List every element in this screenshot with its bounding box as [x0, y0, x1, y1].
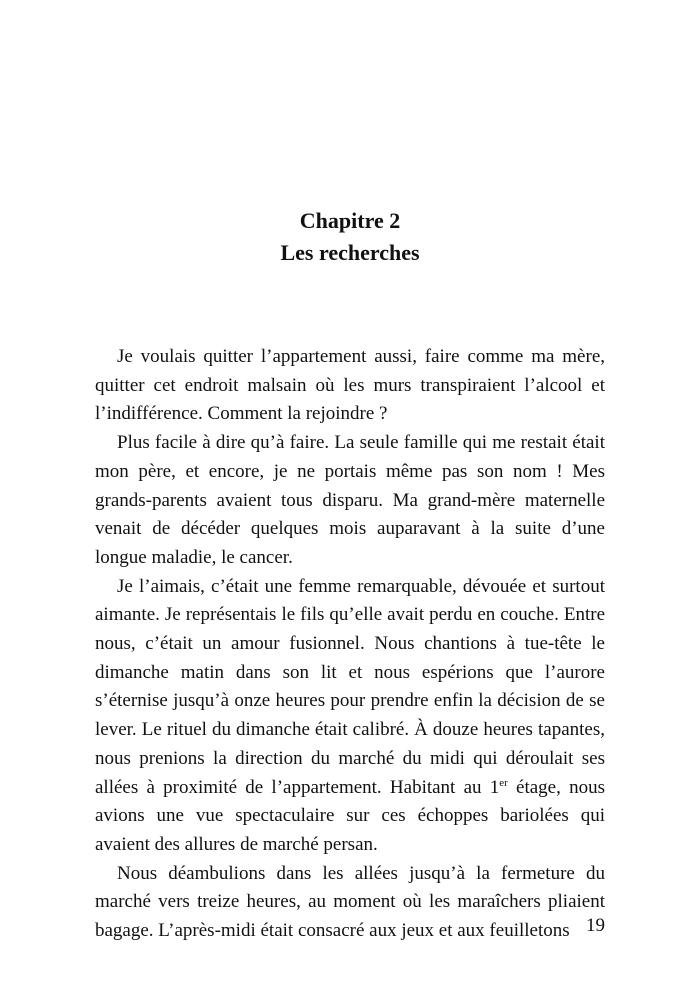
ordinal-superscript: er	[499, 776, 508, 789]
paragraph-4: Nous déambulions dans les allées jusqu’à la fermeture du marché vers treize heures, au moment où les maraîchers pliaient bagage. L’après-midi était consacré aux jeux et aux feuilletons	[95, 862, 605, 942]
paragraph-3	[95, 573, 605, 860]
chapter-number: Chapitre 2	[299, 208, 401, 233]
chapter-title: Les recherches	[280, 240, 420, 265]
paragraph-1: Je voulais quitter l’appartement aussi, faire comme ma mère, quitter cet endroit malsain où les murs transpiraient l’alcool et l’indifférence. Comment la rejoindre ?	[95, 346, 605, 425]
body-text	[95, 343, 605, 946]
paragraph-3-text-before: Je l’aimais, c’était une femme remarquable, dévouée et surtout aimante. Je représentais le fils qu’elle avait perdu en couche. Entre nous, c’était un amour fusionnel. Nous chantions à tue-tête le dimanche matin dans son lit et nous espérions que l’aurore s’éternise jusqu’à onze heures pour prendre enfin la décision de se lever. Le rituel du dimanche était calibré. À douze heures tapantes, nous prenions la direction du marché du midi qui déroulait ses allées à proximité de l’appartement. Habitant au 1	[95, 575, 605, 798]
chapter-heading	[0, 205, 700, 269]
paragraph-2: Plus facile à dire qu’à faire. La seule famille qui me restait était mon père, et encore, je ne portais même pas son nom ! Mes grands-parents avaient tous disparu. Ma grand-mère maternelle venait de décéder quelques mois auparavant à la suite d’une longue maladie, le cancer.	[95, 432, 605, 568]
page-number: 19	[586, 915, 605, 936]
paragraph-3-text-after: étage, nous avions une vue spectaculaire sur ces échoppes bariolées qui avaient des allures de marché persan.	[95, 776, 605, 855]
